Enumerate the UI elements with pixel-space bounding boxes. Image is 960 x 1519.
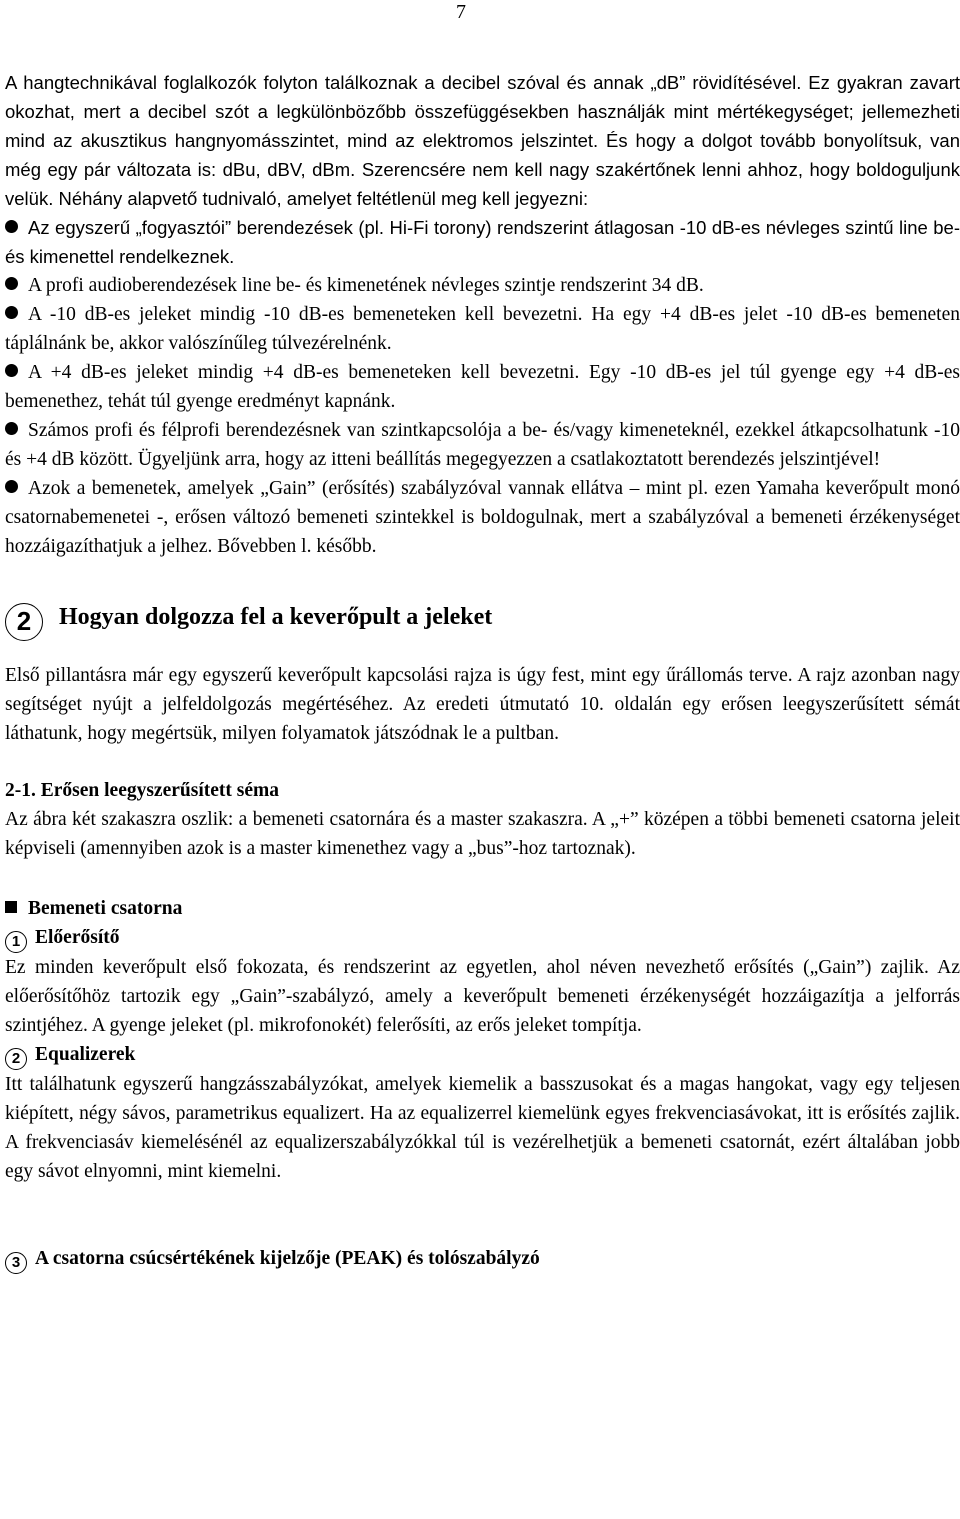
intro-text-2: Szerencsére nem kell nagy szakértőnek lenni ahhoz, hogy boldoguljunk velük. Néhány alapvető tudnivaló, amelyet feltétlenül meg kell jegyezni: — [5, 159, 960, 209]
item-1-title: Előerősítő — [35, 927, 120, 948]
bullet-dot-icon — [5, 306, 18, 319]
bullet-item-4 — [5, 358, 960, 416]
item-2-heading — [5, 1040, 960, 1070]
bullet-dot-icon — [5, 277, 18, 290]
section-2-1-title: 2-1. Erősen leegyszerűsített séma — [5, 780, 279, 801]
circled-number-1-icon: 1 — [5, 931, 27, 953]
bullet-dot-icon — [5, 364, 18, 377]
bullet-text: Az egyszerű „fogyasztói” berendezések (pl. Hi-Fi torony) rendszerint átlagosan -10 dB-es névleges szintű line be- és kimenettel rendelkeznek. — [5, 217, 960, 267]
section-2-paragraph: Első pillantásra már egy egyszerű keverőpult kapcsolási rajza is úgy fest, mint egy űrállomás terve. A rajz azonban nagy segítséget nyújt a jelfeldolgozás megértéséhez. Az eredeti útmutató 10. oldalán egy erősen leegyszerűsített sémát láthatunk, hogy megértsük, milyen folyamatok játszódnak le a pultban. — [5, 665, 960, 744]
item-3-title: A csatorna csúcsértékének kijelzője (PEAK) és tolószabályzó — [35, 1248, 540, 1269]
page-number: 7 — [456, 1, 466, 23]
section-2-title: Hogyan dolgozza fel a keverőpult a jeleket — [59, 604, 493, 630]
bullet-item-5 — [5, 416, 960, 474]
bullet-item-1 — [5, 213, 960, 271]
bullet-item-2 — [5, 271, 960, 300]
circled-number-3-icon: 3 — [5, 1252, 27, 1274]
bullet-text: A profi audioberendezések line be- és kimenetének névleges szintje rendszerint 34 dB. — [28, 275, 704, 296]
square-bullet-icon — [5, 901, 17, 913]
circled-number-2-icon: 2 — [5, 603, 43, 641]
item-2-title: Equalizerek — [35, 1044, 136, 1065]
circled-number-2-icon: 2 — [5, 1048, 27, 1070]
bullet-text: Számos profi és félprofi berendezésnek van szintkapcsolója a be- és/vagy kimeneteknél, ezekkel átkapcsolhatunk -10 és +4 dB között. Ügyeljünk arra, hogy az itteni beállítás megegyezzen a csatlakoztatott berendezés jelszintjével! — [5, 420, 960, 470]
bullet-dot-icon — [5, 220, 18, 233]
section-2-1-paragraph: Az ábra két szakaszra oszlik: a bemeneti csatornára és a master szakaszra. A „+” középen a többi bemeneti csatorna jeleit képviseli (amennyiben azok is a master kimenethez vagy a „bus”-hoz tartoznak). — [5, 809, 960, 859]
bullet-dot-icon — [5, 422, 18, 435]
item-1-heading — [5, 923, 960, 953]
bullet-text: Azok a bemenetek, amelyek „Gain” (erősítés) szabályzóval vannak ellátva – mint pl. ezen Yamaha keverőpult monó csatornabemenetei -, erősen változó bemeneti szintekkel is boldogulnak, mert a szabályzóval a bemeneti érzékenységet hozzáigazíthatjuk a jelhez. Bővebben l. később. — [5, 478, 960, 557]
intro-text-1: A hangtechnikával foglalkozók folyton találkoznak a decibel szóval és annak „dB” rövidítésével. Ez gyakran zavart okozhat, mert a decibel szót a legkülönbözőbb összefüggésekben használják mint mértékegységet; jellemezheti mind az akusztikus hangnyomásszintet, mind az elektromos jelszintet. És hogy a dolgot tovább bonyolítsuk, van még egy pár változata is: dBu, dBV, dBm. — [5, 72, 960, 180]
bullet-text: A -10 dB-es jeleket mindig -10 dB-es bemeneteken kell bevezetni. Ha egy +4 dB-es jelet -10 dB-es bemeneten táplálnánk be, akkor valószínűleg túlvezérelnénk. — [5, 304, 960, 354]
input-channel-title: Bemeneti csatorna — [28, 898, 183, 919]
item-2-text: Itt találhatunk egyszerű hangzásszabályzókat, amelyek kiemelik a basszusokat és a magas hangokat, vagy egy teljesen kiépített, négy sávos, parametrikus equalizert. Ha az equalizerrel kiemelünk egyes frekvenciasávokat, itt is erősítés zajlik. A frekvenciasáv kiemelésénél az equalizerszabályzókkal túl is vezérelhetjük a bemeneti csatornát, ezért általában jobb egy sávot elnyomni, mint kiemelni. — [5, 1074, 960, 1182]
bullet-item-6 — [5, 474, 960, 561]
bullet-dot-icon — [5, 480, 18, 493]
input-channel-heading — [5, 894, 960, 923]
bullet-text: A +4 dB-es jeleket mindig +4 dB-es bemeneteken kell bevezetni. Egy -10 dB-es jel túl gyenge egy +4 dB-es bemenethez, tehát túl gyenge eredményt kapnánk. — [5, 362, 960, 412]
item-3-heading — [5, 1244, 960, 1274]
bullet-item-3 — [5, 300, 960, 358]
item-1-text: Ez minden keverőpult első fokozata, és rendszerint az egyetlen, ahol néven nevezhető erősítés („Gain”) zajlik. Az előerősítőhöz tartozik egy „Gain”-szabályzó, amely a keverőpult bemeneti érzékenységét hozzáigazítja a jelforrás szintjéhez. A gyenge jeleket (pl. mikrofonokét) felerősíti, az erős jeleket tompítja. — [5, 957, 960, 1036]
intro-paragraph — [5, 68, 960, 213]
section-2-heading — [5, 597, 960, 641]
page-content — [5, 68, 960, 1274]
